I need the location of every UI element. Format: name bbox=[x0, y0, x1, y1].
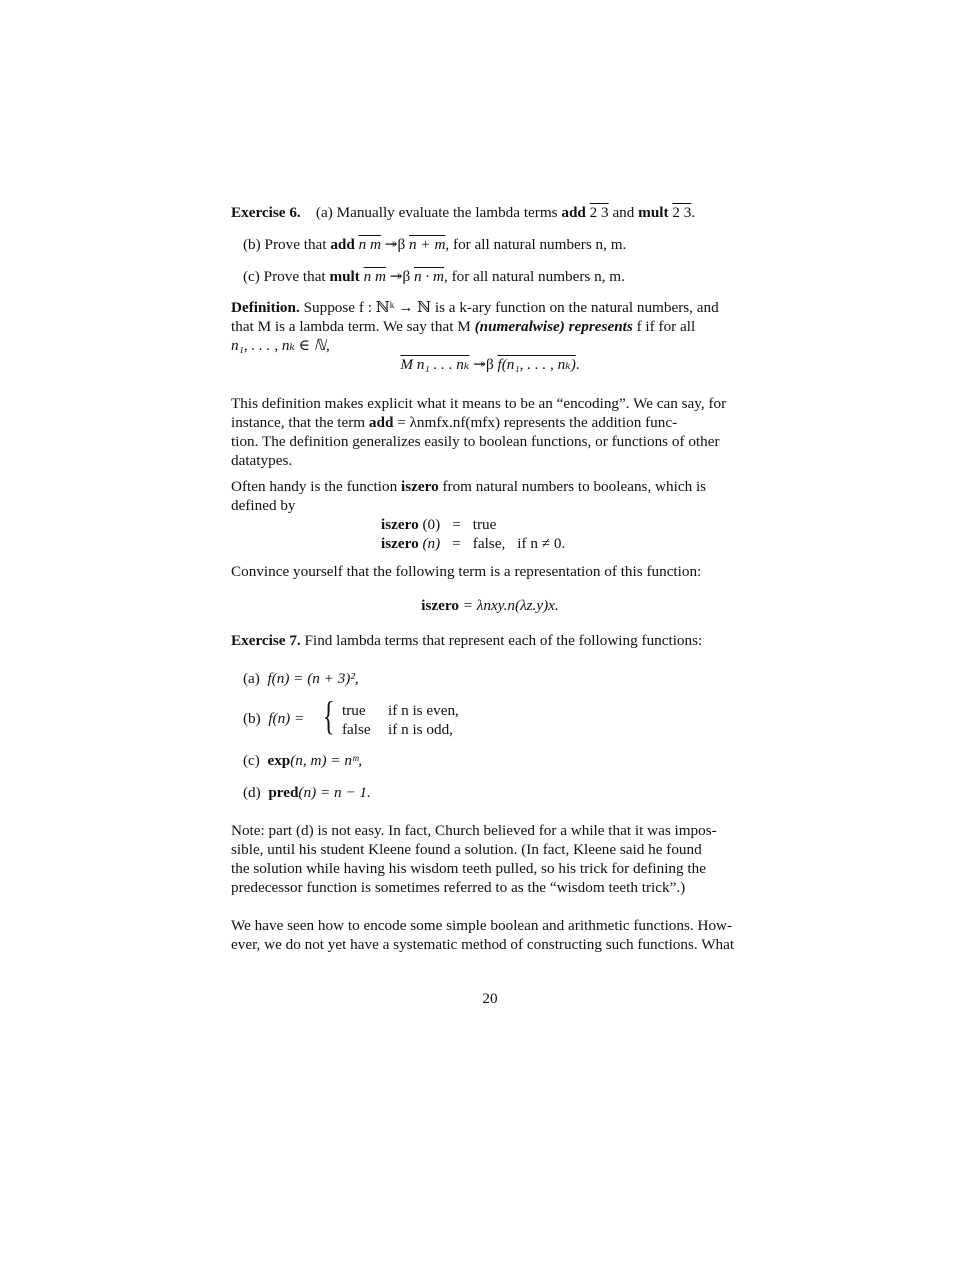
cases bbox=[342, 701, 459, 739]
exercise-7-intro bbox=[231, 631, 749, 650]
definition-line-3: n₁, . . . , nₖ ∈ ℕ, bbox=[231, 337, 330, 354]
value: true bbox=[472, 516, 497, 533]
exercise-7-part-a bbox=[243, 669, 761, 688]
exercise-7-part-d bbox=[243, 783, 761, 802]
note-line-4: predecessor function is sometimes referred to as the “wisdom teeth trick”.) bbox=[231, 879, 686, 896]
page-number: 20 bbox=[482, 990, 498, 1007]
mult-term: mult bbox=[638, 204, 669, 221]
part-d-label: (d) bbox=[243, 784, 261, 801]
note-line-1: Note: part (d) is not easy. In fact, Church believed for a while that it was impos- bbox=[231, 822, 717, 839]
add-term: add bbox=[561, 204, 586, 221]
rhs-b: n + m bbox=[409, 236, 446, 253]
exercise-6-part-b bbox=[243, 235, 761, 254]
definition-term: (numeralwise) represents bbox=[474, 318, 633, 335]
part-c-label: (c) bbox=[243, 752, 260, 769]
mult-term-c: mult bbox=[329, 268, 360, 285]
equals: = bbox=[452, 535, 461, 552]
paragraph-iszero bbox=[231, 477, 749, 553]
equals: = bbox=[452, 516, 461, 533]
definition-line-2c: f if for all bbox=[636, 318, 696, 335]
para3-line-1: Convince yourself that the following term is a representation of this function: bbox=[231, 563, 702, 580]
exercise-6-part-c bbox=[243, 267, 761, 286]
case-2-condition: if n is odd, bbox=[388, 721, 453, 738]
and-word: and bbox=[612, 204, 635, 221]
iszero-row-zero bbox=[375, 515, 571, 534]
case-1-condition: if n is even, bbox=[388, 702, 459, 719]
para1-line-4: datatypes. bbox=[231, 452, 293, 469]
case-1-value: true bbox=[342, 702, 366, 719]
iszero-display-term: = λnxy.n(λz.y)x. bbox=[462, 597, 559, 614]
exercise-7-part-c bbox=[243, 751, 761, 770]
lhs-c: n m bbox=[363, 268, 386, 285]
part-b-prefix: (b) Prove that bbox=[243, 236, 327, 253]
iszero-arg: (n) bbox=[422, 535, 441, 552]
para4-line-2: ever, we do not yet have a systematic method of constructing such functions. What bbox=[231, 936, 735, 953]
display-end: . bbox=[575, 356, 580, 373]
exercise-6-label: Exercise 6. bbox=[231, 204, 301, 221]
iszero-term: iszero bbox=[400, 478, 439, 495]
iszero-lambda-display bbox=[231, 596, 749, 615]
left-brace-icon: { bbox=[322, 693, 335, 738]
part-b-suffix: , for all natural numbers n, m. bbox=[445, 236, 627, 253]
reduces-c: ↠β bbox=[389, 268, 411, 285]
part-b-lhs: f(n) = bbox=[268, 710, 305, 727]
display-lhs: M n₁ . . . nₖ bbox=[400, 356, 470, 373]
iszero-fn: iszero bbox=[381, 535, 419, 552]
definition-line-2a: that M is a lambda term. We say that M bbox=[231, 318, 471, 335]
exercise-7-text: Find lambda terms that represent each of the following functions: bbox=[304, 632, 703, 649]
note-line-2: sible, until his student Kleene found a solution. (In fact, Kleene said he found bbox=[231, 841, 702, 858]
part-c-suffix: , for all natural numbers n, m. bbox=[443, 268, 625, 285]
para4-line-1: We have seen how to encode some simple boolean and arithmetic functions. How- bbox=[231, 917, 733, 934]
rhs-c: n · m bbox=[414, 268, 444, 285]
exercise-6-part-a bbox=[231, 203, 749, 222]
exp-fn: exp bbox=[267, 752, 291, 769]
numeral-args-2: 2 3 bbox=[672, 204, 692, 221]
definition-label: Definition. bbox=[231, 299, 300, 316]
note-line-3: the solution while having his wisdom teeth pulled, so his trick for defining the bbox=[231, 860, 706, 877]
case-2-value: false bbox=[342, 721, 371, 738]
para1-line-3: tion. The definition generalizes easily to boolean functions, or functions of other bbox=[231, 433, 720, 450]
display-rhs: f(n₁, . . . , nₖ) bbox=[497, 356, 576, 373]
iszero-fn: iszero bbox=[381, 516, 419, 533]
add-term-b: add bbox=[330, 236, 355, 253]
note-paragraph bbox=[231, 821, 749, 897]
part-a-expr: f(n) = (n + 3)², bbox=[267, 670, 359, 687]
paragraph-convince bbox=[231, 562, 749, 581]
iszero-arg: (0) bbox=[422, 516, 441, 533]
definition-line-1: Suppose f : ℕᵏ → ℕ is a k-ary function on the natural numbers, and bbox=[303, 299, 719, 316]
para1-line-2a: instance, that the term bbox=[231, 414, 366, 431]
reduces-b: ↠β bbox=[384, 236, 406, 253]
para1-line-1: This definition makes explicit what it means to be an “encoding”. We can say, for bbox=[231, 395, 727, 412]
paragraph-encoding bbox=[231, 394, 749, 470]
iszero-row-n bbox=[375, 534, 571, 553]
exercise-7-part-b bbox=[243, 693, 761, 740]
part-a-label: (a) bbox=[243, 670, 260, 687]
iszero-display-fn: iszero bbox=[421, 597, 459, 614]
exp-expr: (n, m) = nᵐ, bbox=[290, 752, 363, 769]
value: false, bbox=[472, 535, 506, 552]
part-c-prefix: (c) Prove that bbox=[243, 268, 326, 285]
add-term-para: add bbox=[368, 414, 394, 431]
exercise-7-label: Exercise 7. bbox=[231, 632, 301, 649]
pred-fn: pred bbox=[268, 784, 299, 801]
pred-expr: (n) = n − 1. bbox=[298, 784, 371, 801]
exercise-6-a-text: (a) Manually evaluate the lambda terms bbox=[315, 204, 558, 221]
para1-line-2c: = λnmfx.nf(mfx) represents the addition func- bbox=[397, 414, 678, 431]
part-b-label: (b) bbox=[243, 710, 261, 727]
period: . bbox=[691, 204, 696, 221]
lhs-b: n m bbox=[358, 236, 381, 253]
iszero-definition-table bbox=[375, 515, 571, 553]
display-rel: ↠β bbox=[473, 356, 494, 373]
para2-line-1c: from natural numbers to booleans, which is bbox=[442, 478, 707, 495]
para2-line-1a: Often handy is the function bbox=[231, 478, 398, 495]
para2-line-2: defined by bbox=[231, 497, 296, 514]
closing-paragraph bbox=[231, 916, 749, 954]
numeral-args-1: 2 3 bbox=[589, 204, 609, 221]
condition: if n ≠ 0. bbox=[517, 535, 566, 552]
definition-display bbox=[231, 355, 749, 374]
definition-block bbox=[231, 298, 749, 374]
